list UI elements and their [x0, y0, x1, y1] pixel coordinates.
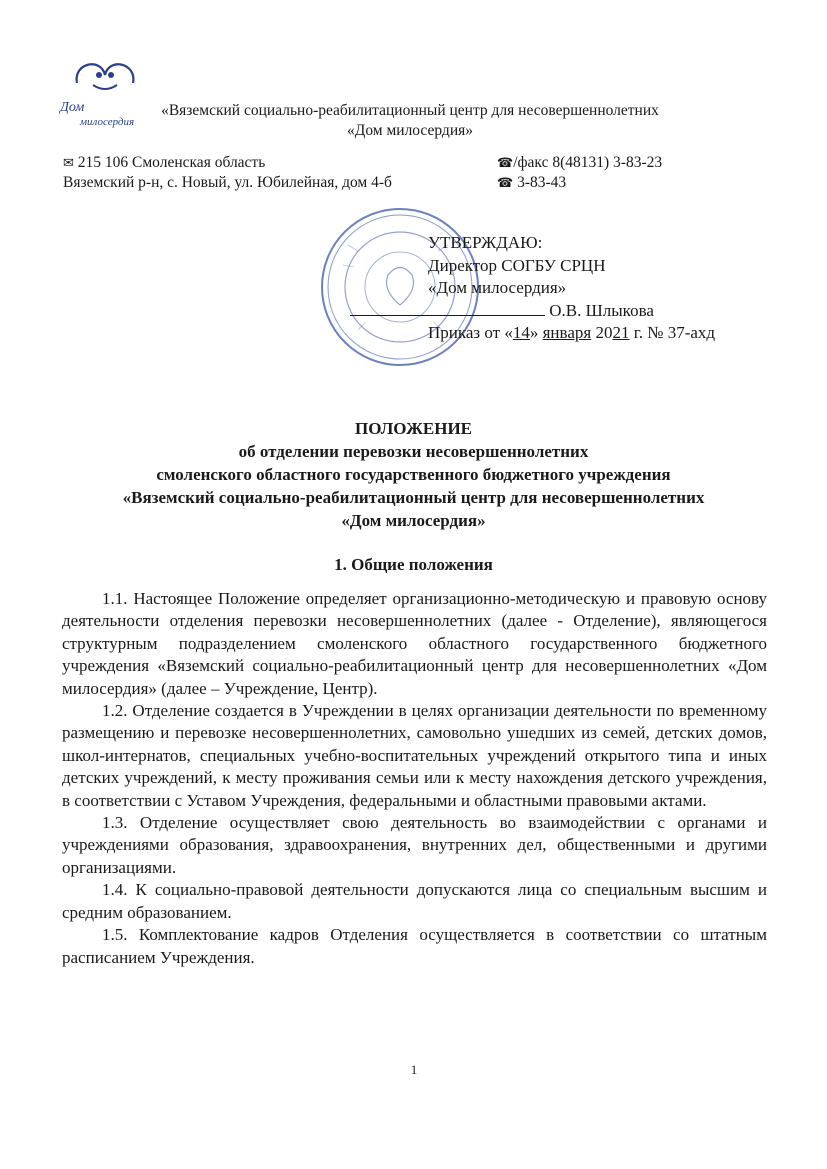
organization-name-line2: «Дом милосердия» — [347, 122, 473, 139]
document-title — [60, 417, 767, 532]
section-heading: 1. Общие положения — [334, 555, 493, 574]
phone-number: 3-83-43 — [517, 174, 567, 191]
paragraph-1-1: 1.1. Настоящее Положение определяет организационно-методическую и правовую основу деятельности отделения перевозки несовершеннолетних (далее - Отделение), являющегося структурным подразделением смоленского областного государственного бюджетного учреждения «Вяземский социально-реабилитационный центр для несовершеннолетних «Дом милосердия» (далее – Учреждение, Центр). — [62, 589, 767, 698]
document-body — [62, 588, 767, 969]
phone-fax: /факс 8(48131) 3-83-23 — [513, 154, 663, 171]
title-line3: смоленского областного государственного бюджетного учреждения — [156, 465, 671, 484]
address-block — [63, 153, 392, 192]
title-line2: об отделении перевозки несовершеннолетних — [238, 442, 589, 461]
address-line2: Вяземский р-н, с. Новый, ул. Юбилейная, дом 4-б — [63, 174, 392, 191]
approval-organization: «Дом милосердия» — [428, 278, 567, 297]
approval-signatory: О.В. Шлыкова — [549, 300, 654, 320]
address-line1: 215 106 Смоленская область — [77, 154, 266, 171]
logo-subtext: милосердия — [80, 116, 135, 128]
phone-icon: ☎ — [497, 156, 514, 171]
approval-position: Директор СОГБУ СРЦН — [428, 255, 606, 275]
title-line5: «Дом милосердия» — [341, 511, 486, 530]
paragraph-1-4: 1.4. К социально-правовой деятельности допускаются лица со специальным высшим и средним образованием. — [62, 880, 767, 922]
approval-order: Приказ от «14» января 2021 г. № 37-ахд — [428, 323, 716, 342]
approval-block — [428, 232, 715, 345]
paragraph-1-2: 1.2. Отделение создается в Учреждении в целях организации деятельности по временному размещению и перевозке несовершеннолетних, самовольно ушедших из семей, детских домов, школ-интернатов, специальных учебно-воспитательных учреждений открытого типа и иных детских учреждений, к месту проживания семьи или к месту нахождения детского учреждения, в соответствии с Уставом Учреждения, федеральными и областными правовыми актами. — [62, 701, 767, 810]
title-line1: ПОЛОЖЕНИЕ — [355, 419, 472, 438]
envelope-icon: ✉ — [63, 156, 74, 171]
approval-heading: УТВЕРЖДАЮ: — [428, 233, 543, 252]
paragraph-1-5: 1.5. Комплектование кадров Отделения осуществляется в соответствии со штатным расписанием Учреждения. — [62, 925, 767, 967]
signature-line — [350, 301, 545, 316]
phone-icon: ☎ — [497, 176, 514, 191]
organization-header — [150, 101, 670, 141]
phone-block — [497, 153, 662, 193]
page-number: 1 — [410, 1062, 418, 1077]
paragraph-1-3: 1.3. Отделение осуществляет свою деятельность во взаимодействии с органами и учреждениями образования, здравоохранения, внутренних дел, общественными и другими организациями. — [62, 813, 767, 877]
organization-name-line1: «Вяземский социально-реабилитационный центр для несовершеннолетних — [161, 102, 659, 119]
title-line4: «Вяземский социально-реабилитационный центр для несовершеннолетних — [122, 488, 705, 507]
logo-text: Дом — [60, 100, 85, 115]
